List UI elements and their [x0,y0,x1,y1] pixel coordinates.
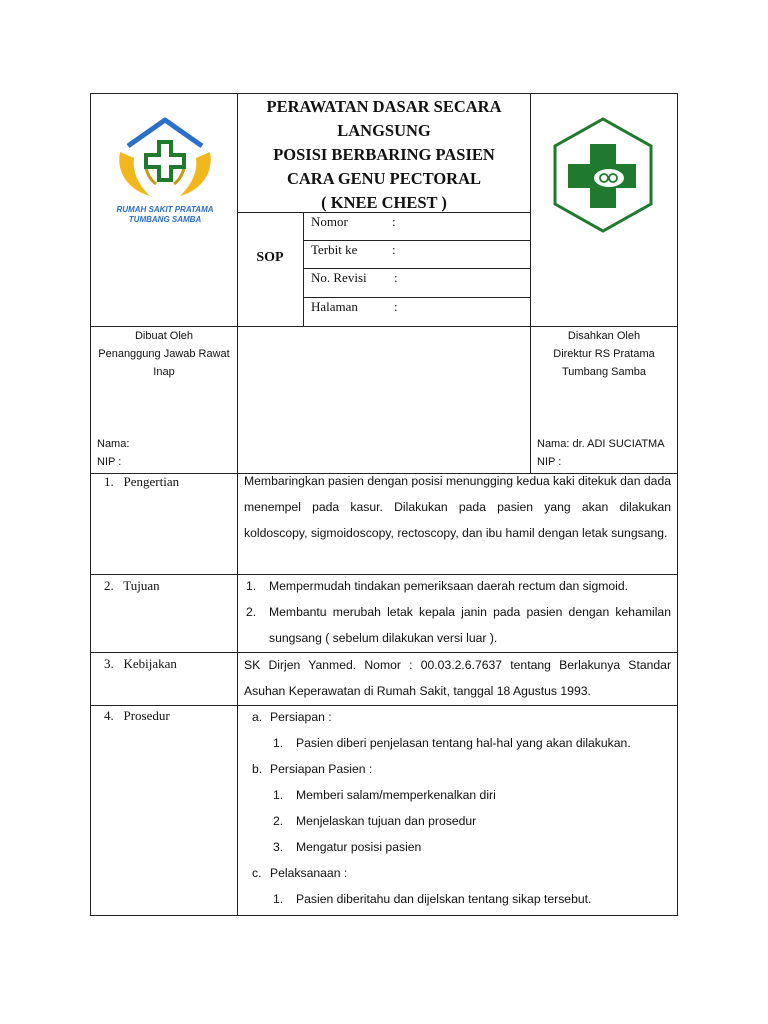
tujuan-item-2-num: 2. [246,605,257,619]
sig-right-line2: Direktur RS Pratama [553,348,655,360]
sig-right-nip: NIP : [537,456,562,468]
prosedur-a-item-1-num: 1. [273,736,284,750]
signature-right [531,327,677,381]
prosedur-b-item-2-text: Menjelaskan tujuan dan prosedur [296,814,477,828]
tujuan-item-1-text: Mempermudah tindakan pemeriksaan daerah rectum dan sigmoid. [269,579,629,593]
hexagon-cross-icon [552,116,654,234]
section-pengertian-text: Membaringkan pasien dengan posisi menungging kedua kaki ditekuk dan dada menempel pada kasur. Dilakukan pada pasien yang akan dilakukan koldoscopy, sigmoidoscopy, rectoscopy, dan ibu hamil dengan letak sungsang. [244,474,671,540]
meta-nomor-sep: : [392,214,396,229]
prosedur-a-item-1-text: Pasien diberi penjelasan tentang hal-hal yang akan dilakukan. [296,736,631,750]
prosedur-c-item-1-text: Pasien diberitahu dan dijelskan tentang sikap tersebut. [296,892,592,906]
sig-right-nama: Nama: dr. ADI SUCIATMA [537,438,665,450]
prosedur-c-title: Pelaksanaan : [270,866,348,880]
meta-revisi-sep: : [394,270,398,285]
prosedur-b-item-1-text: Memberi salam/memperkenalkan diri [296,788,496,802]
meta-revisi-label: No. Revisi [311,270,367,285]
sop-label: SOP [256,250,284,265]
sig-left-line2: Penanggung Jawab Rawat [98,348,230,360]
logo-text-line1: RUMAH SAKIT PRATAMA [116,205,214,214]
health-cross-emblem [552,116,654,234]
meta-terbit-label: Terbit ke [311,242,358,257]
prosedur-b-title: Persiapan Pasien : [270,762,373,776]
logo-text-line2: TUMBANG SAMBA [128,215,202,224]
meta-halaman-label: Halaman [311,299,358,314]
section-tujuan-label: 2. Tujuan [104,578,160,593]
section-kebijakan-text: SK Dirjen Yanmed. Nomor : 00.03.2.6.7637 tentang Berlakunya Standar Asuhan Keperawatan di Rumah Sakit, tanggal 18 Agustus 1993. [244,658,671,698]
sig-left-line1: Dibuat Oleh [134,330,194,342]
meta-nomor-label: Nomor [311,214,348,229]
sig-left-nama: Nama: [97,438,130,450]
meta-halaman-sep: : [394,299,398,314]
title-line-1: PERAWATAN DASAR SECARA [266,97,502,116]
section-prosedur-label: 4. Prosedur [104,708,170,723]
sig-right-line3: Tumbang Samba [562,366,646,378]
title-line-3: POSISI BERBARING PASIEN [273,145,495,164]
title-line-2: LANGSUNG [337,121,431,140]
title-line-5: ( KNEE CHEST ) [321,193,447,212]
hospital-emblem-icon [110,112,220,202]
hospital-logo [110,112,220,230]
title-line-4: CARA GENU PECTORAL [286,169,482,188]
tujuan-item-2-text: Membantu merubah letak kepala janin pada pasien dengan kehamilan sungsang ( sebelum dilakukan versi luar ). [269,605,671,645]
sig-left-line3: Inap [153,366,175,378]
tujuan-item-1-num: 1. [246,579,257,593]
section-pengertian-label: 1. Pengertian [104,474,180,489]
signature-left [91,327,237,381]
prosedur-b-item-1-num: 1. [273,788,284,802]
prosedur-b-mark: b. [252,762,263,776]
prosedur-c-mark: c. [252,866,262,880]
document-title [238,95,530,215]
prosedur-a-title: Persiapan : [270,710,332,724]
prosedur-c-item-1-num: 1. [273,892,284,906]
sig-right-line1: Disahkan Oleh [567,330,641,342]
section-kebijakan-label: 3. Kebijakan [104,656,177,671]
meta-terbit-sep: : [392,242,396,257]
prosedur-b-item-2-num: 2. [273,814,284,828]
prosedur-a-mark: a. [252,710,263,724]
sig-left-nip: NIP : [97,456,122,468]
prosedur-b-item-3-text: Mengatur posisi pasien [296,840,422,854]
prosedur-b-item-3-num: 3. [273,840,284,854]
